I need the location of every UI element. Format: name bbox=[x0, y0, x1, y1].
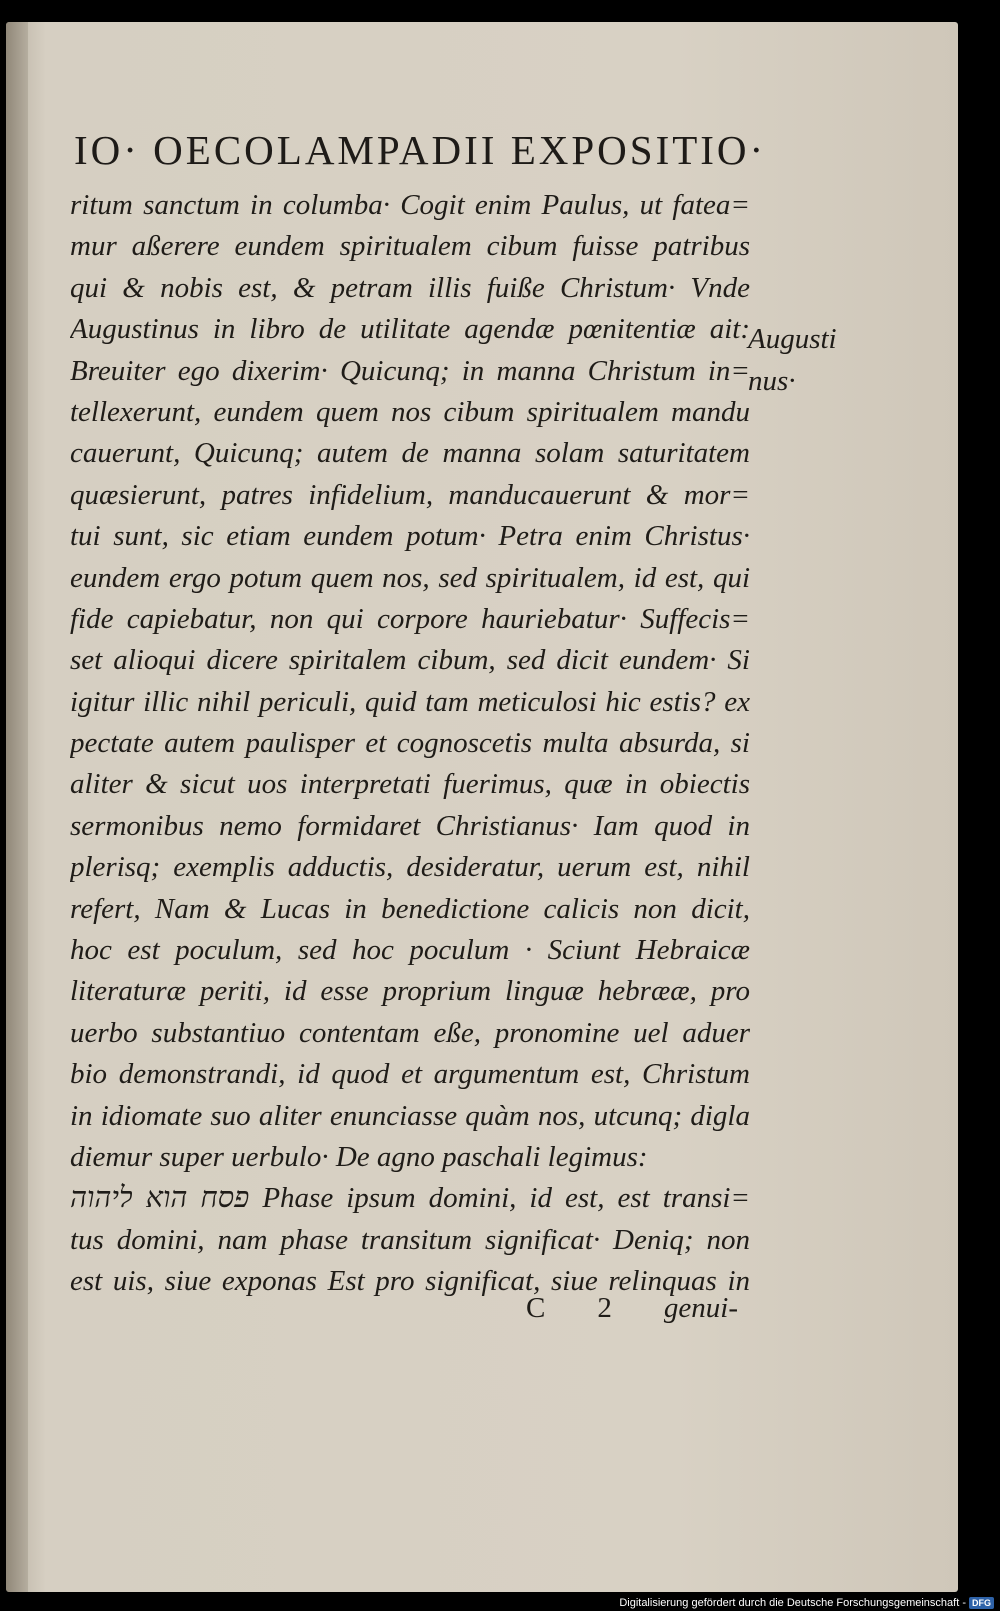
text-line: cauerunt, Quicunq; autem de manna solam saturitatem bbox=[70, 437, 750, 470]
text-line: hoc est poculum, sed hoc poculum · Sciunt Hebraicæ bbox=[70, 934, 750, 967]
text-line: tui sunt, sic etiam eundem potum· Petra enim Christus· bbox=[70, 520, 750, 553]
text-line: fide capiebatur, non qui corpore hauriebatur· Suffecis= bbox=[70, 602, 750, 635]
text-line: uerbo substantiuo contentam eße, pronomine uel aduer bbox=[70, 1016, 750, 1049]
text-line: diemur super uerbulo· De agno paschali legimus: bbox=[70, 1140, 648, 1173]
text-line: Augustinus in libro de utilitate agendæ pœnitentiæ ait: bbox=[70, 313, 750, 346]
text-line: mur aßerere eundem spiritualem cibum fuisse patribus bbox=[70, 230, 750, 263]
book-page bbox=[6, 22, 958, 1592]
text-line: set alioqui dicere spiritalem cibum, sed dicit eundem· Si bbox=[70, 644, 750, 677]
text-line: eundem ergo potum quem nos, sed spiritualem, id est, qui bbox=[70, 561, 750, 594]
text-line: pectate autem paulisper et cognoscetis multa absurda, si bbox=[70, 727, 750, 760]
text-line: plerisq; exemplis adductis, desideratur, uerum est, nihil bbox=[70, 851, 750, 884]
credit-text: Digitalisierung gefördert durch die Deutsche Forschungsgemeinschaft - bbox=[619, 1597, 966, 1609]
signature-line bbox=[526, 1292, 738, 1325]
text-line: sermonibus nemo formidaret Christianus· Iam quod in bbox=[70, 809, 750, 842]
marginal-note-line: Augusti bbox=[748, 323, 837, 355]
running-header: IO· OECOLAMPADII EXPOSITIO· bbox=[74, 127, 767, 173]
page-gutter-shadow bbox=[6, 22, 28, 1592]
marginal-note bbox=[748, 318, 837, 402]
text-line: igitur illic nihil periculi, quid tam meticulosi hic estis? ex bbox=[70, 685, 750, 718]
text-line: Breuiter ego dixerim· Quicunq; in manna Christum in= bbox=[70, 354, 750, 387]
text-line: qui & nobis est, & petram illis fuiße Christum· Vnde bbox=[70, 271, 750, 304]
text-line: est uis, siue exponas Est pro significat, siue relinquas in bbox=[70, 1265, 750, 1298]
text-line: ritum sanctum in columba· Cogit enim Paulus, ut fatea= bbox=[70, 189, 750, 221]
signature-mark: C bbox=[526, 1292, 546, 1324]
digitization-credit bbox=[619, 1597, 994, 1609]
marginal-note-line: nus· bbox=[748, 365, 796, 397]
text-line-hebrew: פסח הוא ליהוה Phase ipsum domini, id est, est transi= bbox=[70, 1182, 750, 1215]
text-line: quæsierunt, patres infidelium, manducauerunt & mor= bbox=[70, 478, 750, 511]
signature-number: 2 bbox=[597, 1292, 612, 1324]
text-line: tus domini, nam phase transitum significat· Deniq; non bbox=[70, 1223, 750, 1256]
text-line: literaturæ periti, id esse proprium linguæ hebrææ, pro bbox=[70, 975, 750, 1008]
text-line: tellexerunt, eundem quem nos cibum spiritualem mandu bbox=[70, 395, 750, 428]
text-line: refert, Nam & Lucas in benedictione calicis non dicit, bbox=[70, 892, 750, 925]
text-line: in idiomate suo aliter enunciasse quàm nos, utcunq; digla bbox=[70, 1099, 750, 1132]
text-line: bio demonstrandi, id quod et argumentum est, Christum bbox=[70, 1058, 750, 1091]
text-line: aliter & sicut uos interpretati fuerimus, quæ in obiectis bbox=[70, 768, 750, 801]
body-text bbox=[70, 185, 750, 1303]
dfg-logo: DFG bbox=[969, 1597, 994, 1609]
catchword: genui- bbox=[663, 1292, 738, 1324]
